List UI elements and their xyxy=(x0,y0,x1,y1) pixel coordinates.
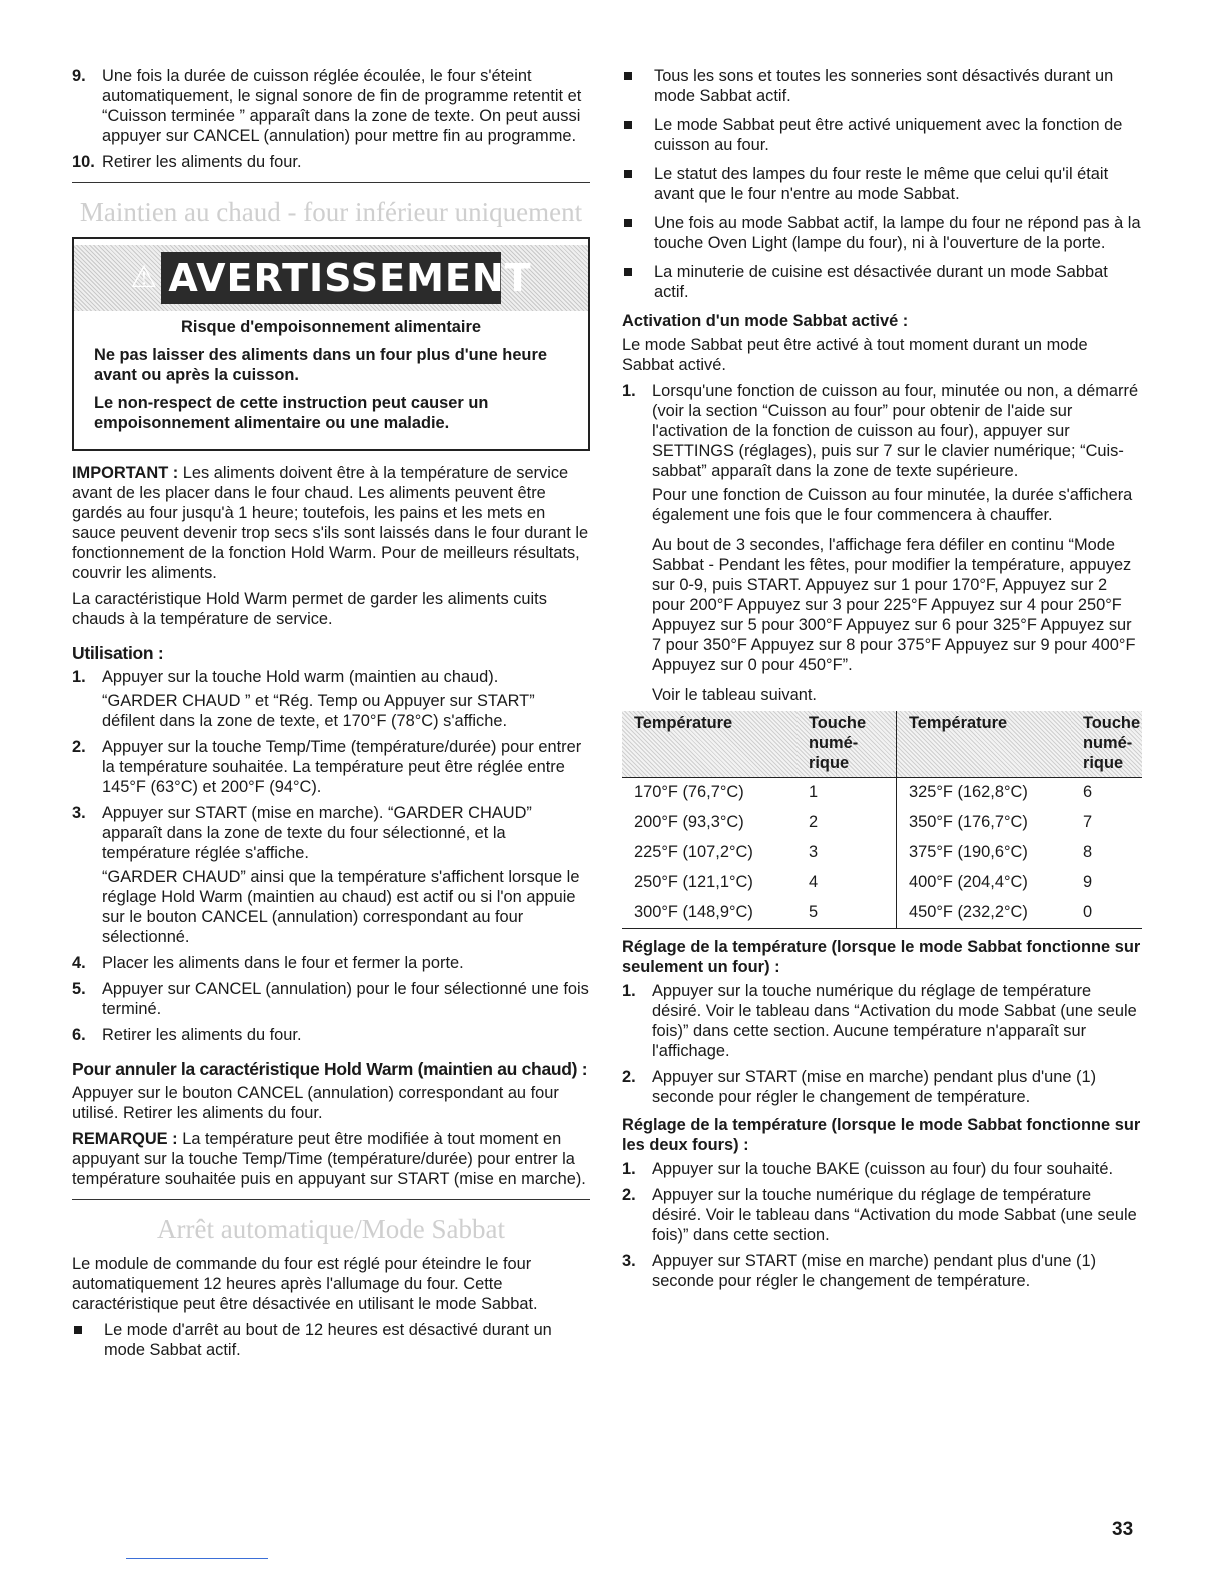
list-number: 9. xyxy=(72,67,86,85)
table-row xyxy=(622,898,1142,929)
table-cell: 300°F (148,9°C) xyxy=(622,898,797,929)
cancel-heading: Pour annuler la caractéristique Hold Warm (maintien au chaud) : xyxy=(72,1059,588,1079)
cancel-paragraph: Appuyer sur le bouton CANCEL (annulation) correspondant au four utilisé. Retirer les aliments du four. xyxy=(72,1084,559,1122)
important-label: IMPORTANT : xyxy=(72,464,179,482)
warning-line: Ne pas laisser des aliments dans un four plus d'une heure avant ou après la cuisson. xyxy=(94,346,547,384)
sabbat-intro: Le module de commande du four est réglé pour éteindre le four automatiquement 12 heures après l'allumage du four. Cette caractéristique peut être désactivée en utilisant le mode Sabbat. xyxy=(72,1255,538,1313)
list-item xyxy=(622,381,1144,705)
table-header-cell: Touche numé- rique xyxy=(1071,711,1142,778)
section-title-maintien: Maintien au chaud - four inférieur uniquement xyxy=(79,197,583,227)
table-row xyxy=(622,838,1142,868)
list-text: Retirer les aliments du four. xyxy=(102,1026,302,1044)
table-cell: 6 xyxy=(1083,783,1093,801)
square-bullet-icon xyxy=(624,219,632,227)
temperature-table xyxy=(622,711,1142,929)
table-cell: 375°F (190,6°C) xyxy=(897,838,1072,868)
list-text: Appuyer sur la touche numérique du réglage de température désiré. Voir le tableau dans “Activation du mode Sabbat (une seule fois)” dans cette section. xyxy=(652,1186,1137,1244)
list-number: 1. xyxy=(72,668,86,686)
square-bullet-icon xyxy=(74,1326,82,1334)
list-number: 1. xyxy=(622,1160,636,1178)
remarque-label: REMARQUE : xyxy=(72,1130,178,1148)
section-divider xyxy=(72,182,590,183)
list-number: 2. xyxy=(72,738,86,756)
list-item xyxy=(72,66,590,146)
list-item xyxy=(622,1251,1144,1291)
list-item xyxy=(72,152,590,172)
table-cell: 7 xyxy=(1083,813,1093,831)
list-text: Lorsqu'une fonction de cuisson au four, minutée ou non, a démarré (voir la section “Cuisson au four” pour obtenir de l'aide sur l'activation de la fonction de cuisson au four), appuyer sur SETTINGS (réglages), puis sur 7 sur le clavier numérique; “Cuis-sabbat” apparaît dans la zone de texte supérieure. xyxy=(652,382,1139,480)
list-number: 10. xyxy=(72,153,95,171)
important-text: Les aliments doivent être à la température de service avant de les placer dans le four chaud. Les aliments peuvent être gardés au four jusqu'à 1 heure; toutefois, les pains et les mets en sauce peuvent devenir trop secs s'ils sont laissés dans le four durant le fonctionnement de la fonction Hold Warm. Pour de meilleurs résultats, couvrir les aliments. xyxy=(72,464,589,582)
table-header-row xyxy=(622,711,1142,778)
list-number: 2. xyxy=(622,1186,636,1204)
list-continuation: “GARDER CHAUD” ainsi que la température s'affichent lorsque le réglage Hold Warm (maintien au chaud) est actif ou si l'on appuie sur le bouton CANCEL (annulation) correspondant au four sélectionné. xyxy=(102,868,580,946)
bullet-item xyxy=(622,164,1144,204)
table-header-cell: Température xyxy=(622,711,797,778)
table-cell: 0 xyxy=(1071,898,1142,929)
list-item xyxy=(72,953,590,973)
important-paragraph xyxy=(72,463,590,583)
list-item xyxy=(72,1025,590,1045)
list-text: Appuyer sur la touche BAKE (cuisson au four) du four souhaité. xyxy=(652,1160,1114,1178)
table-header-cell: Température xyxy=(897,711,1072,778)
list-text: Appuyer sur START (mise en marche) pendant plus d'une (1) seconde pour régler le changement de température. xyxy=(652,1068,1097,1106)
list-item xyxy=(72,667,590,731)
table-header-cell: Touche numé- rique xyxy=(797,711,897,778)
square-bullet-icon xyxy=(624,268,632,276)
list-item xyxy=(622,1159,1144,1179)
temperature-table-wrap xyxy=(622,711,1144,929)
table-cell: 200°F (93,3°C) xyxy=(634,813,744,831)
section-divider xyxy=(72,1199,590,1200)
list-number: 1. xyxy=(622,982,636,1000)
table-cell: 400°F (204,4°C) xyxy=(897,868,1072,898)
table-cell: 225°F (107,2°C) xyxy=(634,843,753,861)
right-column xyxy=(622,66,1144,1297)
table-row xyxy=(622,868,1142,898)
holdwarm-paragraph: La caractéristique Hold Warm permet de garder les aliments cuits chauds à la température de service. xyxy=(72,590,547,628)
list-number: 3. xyxy=(622,1252,636,1270)
list-text: Appuyer sur la touche Temp/Time (température/durée) pour entrer la température souhaitée. La température peut être réglée entre 145°F (63°C) et 200°F (94°C). xyxy=(102,738,582,796)
remarque-text: La température peut être modifiée à tout moment en appuyant sur la touche Temp/Time (température/durée) pour entrer la température souhaitée puis en appuyant sur START (mise en marche). xyxy=(72,1130,586,1188)
one-oven-heading: Réglage de la température (lorsque le mode Sabbat fonctionne sur seulement un four) : xyxy=(622,938,1141,976)
warning-banner-text: AVERTISSEMENT xyxy=(168,256,532,300)
two-oven-heading: Réglage de la température (lorsque le mode Sabbat fonctionne sur les deux fours) : xyxy=(622,1116,1141,1154)
list-number: 5. xyxy=(72,980,86,998)
table-cell: 250°F (121,1°C) xyxy=(634,873,753,891)
bullet-item xyxy=(622,66,1144,106)
warning-body xyxy=(74,315,588,449)
list-text: Appuyer sur START (mise en marche) pendant plus d'une (1) seconde pour régler le changement de température. xyxy=(652,1252,1097,1290)
bullet-item xyxy=(72,1320,590,1360)
bullet-text: Tous les sons et toutes les sonneries sont désactivés durant un mode Sabbat actif. xyxy=(654,67,1114,105)
bullet-text: Le mode d'arrêt au bout de 12 heures est désactivé durant un mode Sabbat actif. xyxy=(104,1321,552,1359)
table-cell: 350°F (176,7°C) xyxy=(897,808,1072,838)
list-text: Appuyer sur START (mise en marche). “GARDER CHAUD” apparaît dans la zone de texte du four sélectionné, et la température réglée s'affiche. xyxy=(102,804,532,862)
list-number: 2. xyxy=(622,1068,636,1086)
table-cell: 3 xyxy=(809,843,819,861)
table-cell: 5 xyxy=(797,898,897,929)
activation-heading: Activation d'un mode Sabbat activé : xyxy=(622,312,909,330)
table-cell: 1 xyxy=(809,783,819,801)
table-cell: 325°F (162,8°C) xyxy=(897,778,1072,809)
table-cell: 170°F (76,7°C) xyxy=(634,783,744,801)
remarque-paragraph xyxy=(72,1129,590,1189)
list-text: Appuyer sur CANCEL (annulation) pour le four sélectionné une fois terminé. xyxy=(102,980,589,1018)
list-item xyxy=(72,979,590,1019)
warning-box xyxy=(72,237,590,451)
bullet-text: Le statut des lampes du four reste le même que celui qu'il était avant que le four n'entre au mode Sabbat. xyxy=(654,165,1109,203)
list-item xyxy=(72,803,590,947)
table-cell: 2 xyxy=(809,813,819,831)
list-number: 4. xyxy=(72,954,86,972)
list-item xyxy=(622,1185,1144,1245)
list-number: 3. xyxy=(72,804,86,822)
square-bullet-icon xyxy=(624,121,632,129)
bullet-text: Une fois au mode Sabbat actif, la lampe du four ne répond pas à la touche Oven Light (lampe du four), ni à l'ouverture de la porte. xyxy=(654,214,1141,252)
footer-rule xyxy=(126,1558,268,1559)
list-continuation: Pour une fonction de Cuisson au four minutée, la durée s'affichera également une fois que le four commencera à chauffer. xyxy=(652,486,1133,524)
list-continuation: Au bout de 3 secondes, l'affichage fera défiler en continu “Mode Sabbat - Pendant les fêtes, pour modifier la température, appuyez sur 0-9, puis START. Appuyez sur 1 pour 170°F, Appuyez sur 2 pour 200°F Appuyez sur 3 pour 225°F Appuyez sur 4 pour 250°F Appuyez sur 5 pour 300°F Appuyez sur 6 pour 325°F Appuyez sur 7 pour 350°F Appuyez sur 8 pour 375°F Appuyez sur 9 pour 400°F Appuyez sur 0 pour 450°F”. xyxy=(652,536,1136,674)
square-bullet-icon xyxy=(624,72,632,80)
section-title-sabbat: Arrêt automatique/Mode Sabbat xyxy=(157,1214,505,1244)
list-text: Retirer les aliments du four. xyxy=(102,153,302,171)
list-number: 6. xyxy=(72,1026,86,1044)
square-bullet-icon xyxy=(624,170,632,178)
table-row xyxy=(622,808,1142,838)
list-item xyxy=(622,1067,1144,1107)
warning-line: Le non-respect de cette instruction peut causer un empoisonnement alimentaire ou une maladie. xyxy=(94,394,489,432)
table-cell: 4 xyxy=(809,873,819,891)
warning-hazard: Risque d'empoisonnement alimentaire xyxy=(181,318,481,336)
list-text: Une fois la durée de cuisson réglée écoulée, le four s'éteint automatiquement, le signal sonore de fin de programme retentit et “Cuisson terminée ” apparaît dans la zone de texte. On peut aussi appuyer sur CANCEL (annulation) pour mettre fin au programme. xyxy=(102,67,582,145)
list-number: 1. xyxy=(622,382,636,400)
warning-banner xyxy=(130,252,532,304)
table-cell: 8 xyxy=(1083,843,1093,861)
table-cell: 9 xyxy=(1083,873,1093,891)
list-continuation: “GARDER CHAUD ” et “Rég. Temp ou Appuyer sur START” défilent dans la zone de texte, et 170°F (78°C) s'affiche. xyxy=(102,692,535,730)
bullet-text: La minuterie de cuisine est désactivée durant un mode Sabbat actif. xyxy=(654,263,1108,301)
bullet-item xyxy=(622,262,1144,302)
warning-header xyxy=(74,245,588,311)
list-text: Appuyer sur la touche Hold warm (maintien au chaud). xyxy=(102,668,499,686)
bullet-item xyxy=(622,115,1144,155)
bullet-item xyxy=(622,213,1144,253)
list-text: Placer les aliments dans le four et fermer la porte. xyxy=(102,954,464,972)
activation-intro: Le mode Sabbat peut être activé à tout moment durant un mode Sabbat activé. xyxy=(622,336,1088,374)
bullet-text: Le mode Sabbat peut être activé uniquement avec la fonction de cuisson au four. xyxy=(654,116,1123,154)
list-item xyxy=(72,737,590,797)
left-column xyxy=(72,66,590,1369)
utilisation-heading: Utilisation : xyxy=(72,643,164,663)
list-continuation: Voir le tableau suivant. xyxy=(652,686,817,704)
list-text: Appuyer sur la touche numérique du réglage de température désiré. Voir le tableau dans “Activation du mode Sabbat (une seule fois)” dans cette section. Aucune température n'apparaît sur l'affichage. xyxy=(652,982,1137,1060)
page-number: 33 xyxy=(1112,1519,1134,1540)
table-row xyxy=(622,778,1142,809)
table-cell: 450°F (232,2°C) xyxy=(897,898,1072,929)
list-item xyxy=(622,981,1144,1061)
warning-triangle-icon: ⚠ xyxy=(130,260,159,295)
